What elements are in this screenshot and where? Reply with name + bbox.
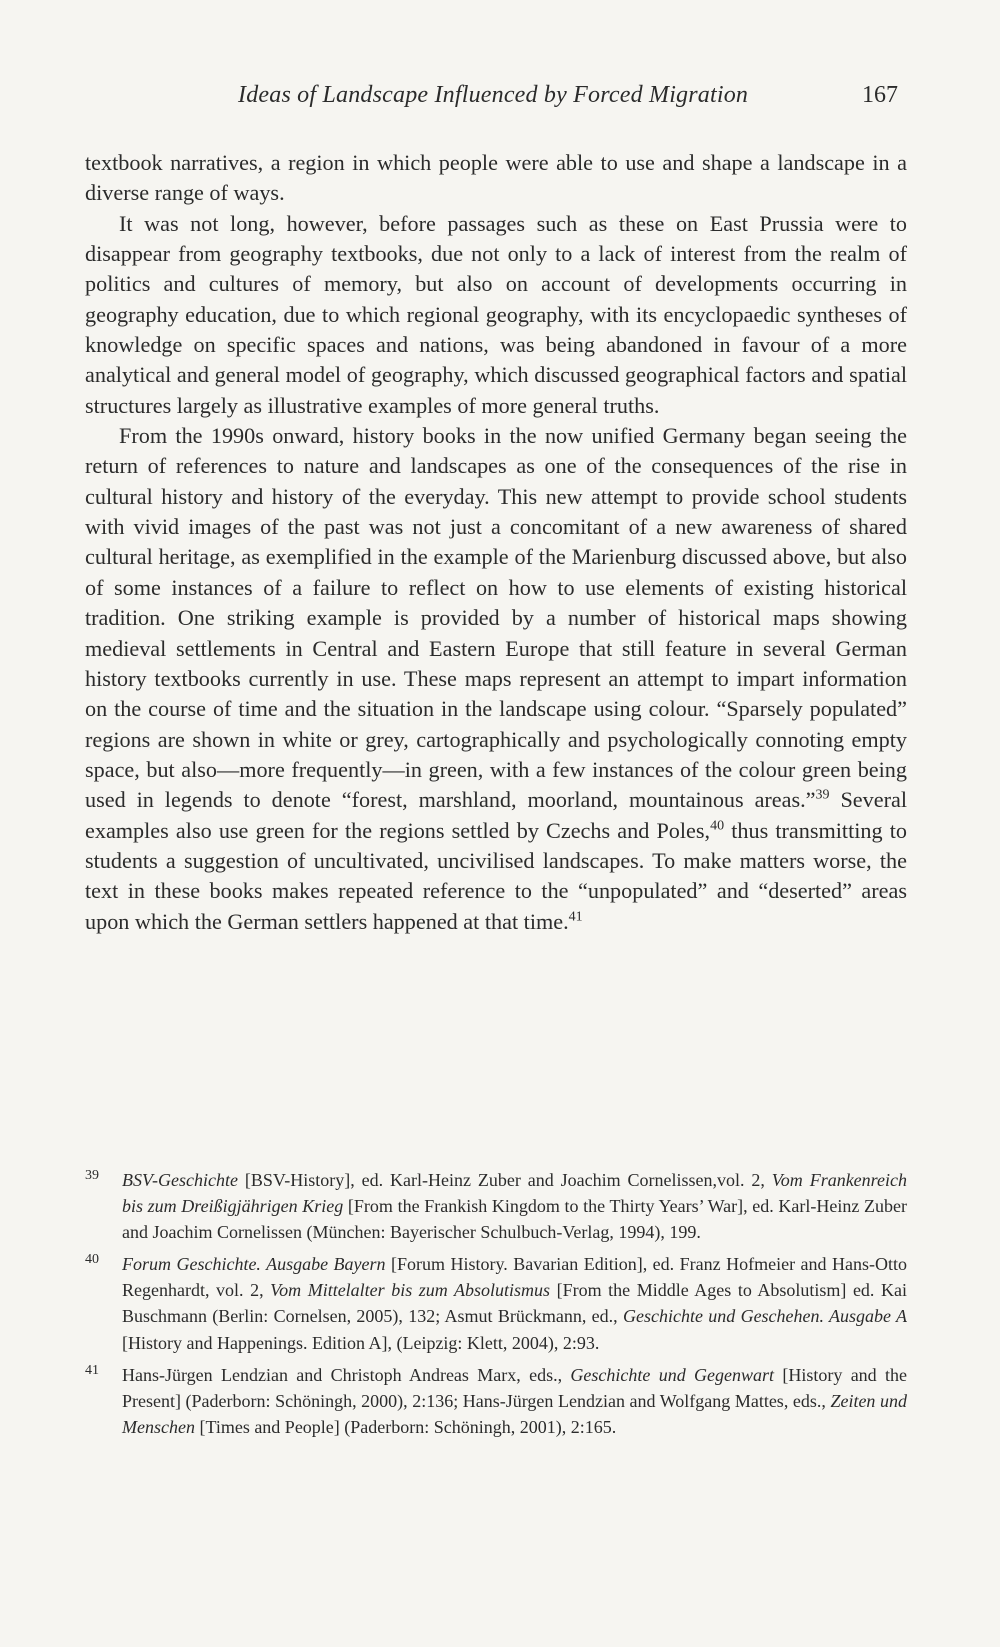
footnote-title: Zeiten und Menschen	[122, 1390, 907, 1437]
footnote-title: BSV-Geschichte	[122, 1170, 238, 1190]
footnote-number: 39	[85, 1168, 99, 1183]
paragraph-3-text-a: From the 1990s onward, history books in the now unified Germany began seeing the return of references to nature and landscapes as one of the consequences of the rise in cultural history and history of the everyday. This new attempt to provide school students with vivid images of the past was not just a concomitant of a new awareness of shared cultural heritage, as exemplified in the example of the Marienburg discussed above, but also of some instances of a failure to reflect on how to use elements of existing historical tradition. One striking example is provided by a number of historical maps showing medieval settlements in Central and Eastern Europe that still feature in several German history textbooks currently in use. These maps represent an attempt to impart information on the course of time and the situation in the landscape using colour. “Sparsely populated” regions are shown in white or grey, cartographically and psychologically connoting empty space, but also—more frequently—in green, with a few instances of the colour green being used in legends to denote “forest, marshland, moorland, mountainous areas.”	[85, 423, 907, 813]
footnote-ref-40[interactable]: 40	[710, 818, 725, 834]
paragraph-1: textbook narratives, a region in which people were able to use and shape a landscape in a diverse range of ways.	[85, 150, 907, 206]
footnote-number: 41	[85, 1362, 99, 1378]
footnote-title: Geschichte und Geschehen. Ausgabe A	[622, 1306, 907, 1327]
footnote-text: [Times and People] (Paderborn: Schöningh, 2001), 2:165.	[194, 1416, 617, 1437]
footnote-number: 40	[85, 1252, 99, 1268]
footnote-title: Vom Frankenreich bis zum Dreißigjährigen Krieg	[122, 1170, 907, 1217]
footnote-title: Geschichte und Gegenwart	[570, 1364, 775, 1385]
footnote-text: [History and the Present] (Paderborn: Schöningh, 2000), 2:136; Hans-Jürgen Lendzian and Wolfgang Mattes, eds.,	[122, 1364, 908, 1411]
paragraph-3-text-b: Several examples also use green for the regions settled by Czechs and Poles,	[85, 787, 907, 843]
footnote-40	[85, 1251, 907, 1355]
footnote-ref-41[interactable]: 41	[568, 909, 583, 925]
body-text	[85, 148, 907, 937]
footnote-39	[85, 1167, 907, 1245]
paragraph-3-text-c: thus transmitting to students a suggestion of uncultivated, uncivilised landscapes. To make matters worse, the text in these books makes repeated reference to the “unpopulated” and “deserted” areas upon which the German settlers happened at that time.	[85, 817, 907, 934]
footnote-title: Forum Geschichte. Ausgabe Bayern	[122, 1254, 386, 1275]
footnote-text: [BSV-History], ed. Karl-Heinz Zuber and Joachim Cornelissen,vol. 2,	[237, 1170, 772, 1190]
running-title: Ideas of Landscape Influenced by Forced Migration	[238, 82, 749, 108]
footnote-ref-39[interactable]: 39	[815, 787, 830, 803]
footnote-text: [Forum History. Bavarian Edition], ed. Franz Hofmeier and Hans-Otto Regenhardt, vol. 2,	[122, 1254, 907, 1301]
footnote-title: Vom Mittelalter bis zum Absolutismus	[270, 1280, 551, 1301]
footnote-text: [History and Happenings. Edition A], (Leipzig: Klett, 2004), 2:93.	[122, 1332, 600, 1353]
footnote-41	[85, 1362, 907, 1440]
footnote-text: [From the Frankish Kingdom to the Thirty Years’ War], ed. Karl-Heinz Zuber and Joachim Cornelissen (München: Bayerischer Schulbuch-Verlag, 1994), 199.	[122, 1196, 907, 1243]
running-head	[0, 82, 1000, 116]
footnote-text: Hans-Jürgen Lendzian and Christoph Andreas Marx, eds.,	[122, 1364, 571, 1385]
page-number: 167	[862, 82, 898, 108]
paragraph-3	[85, 421, 907, 937]
footnote-text: [From the Middle Ages to Absolutism] ed. Kai Buschmann (Berlin: Cornelsen, 2005), 132; Asmut Brückmann, ed.,	[122, 1280, 907, 1327]
paragraph-2: It was not long, however, before passages such as these on East Prussia were to disappear from geography textbooks, due not only to a lack of interest from the realm of politics and cultures of memory, but also on account of developments occurring in geography education, due to which regional geography, with its encyclopaedic syntheses of knowledge on specific spaces and nations, was being abandoned in favour of a more analytical and general model of geography, which discussed geographical factors and spatial structures largely as illustrative examples of more general truths.	[85, 210, 907, 418]
footnotes	[85, 1167, 907, 1446]
